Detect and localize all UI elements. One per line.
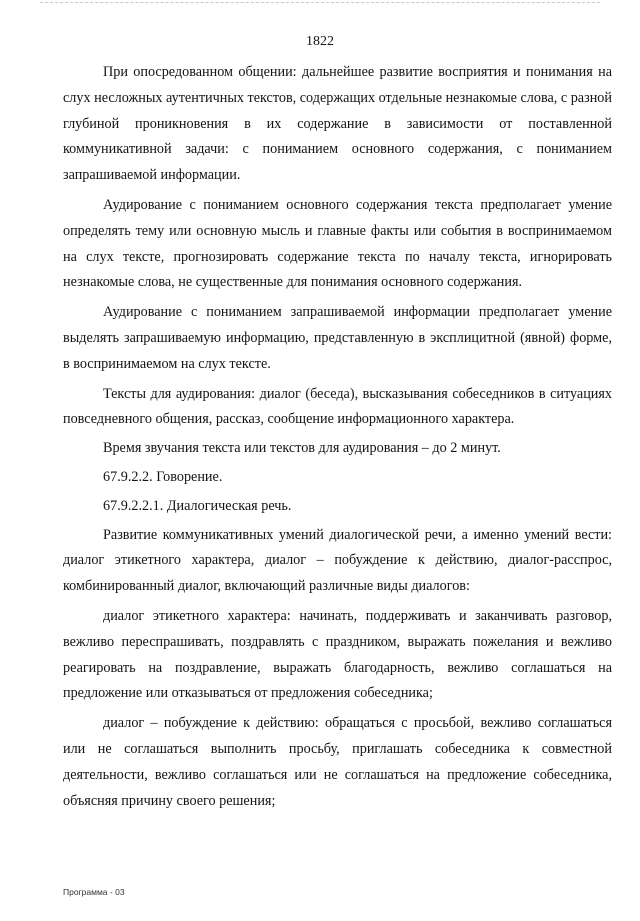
paragraph-prompting-dialogue: диалог – побуждение к действию: обращаться с просьбой, вежливо соглашаться или не соглашаться выполнить просьбу, приглашать собеседника к совместной деятельности, вежливо соглашаться или не соглашаться на предложение собеседника, объясняя причину своего решения; — [63, 715, 612, 809]
page-top-edge — [40, 2, 600, 3]
paragraph-etiquette-dialogue: диалог этикетного характера: начинать, поддерживать и заканчивать разговор, вежливо переспрашивать, поздравлять с праздником, выражать пожелания и вежливо реагировать на поздравление, выражать благодарность, вежливо соглашаться на предложение или отказываться от предложения собеседника; — [63, 607, 612, 702]
paragraph-dialogue-skills: Развитие коммуникативных умений диалогической речи, а именно умений вести: диалог этикетного характера, диалог – побуждение к действию, диалог-расспрос, комбинированный диалог, включающий различные виды диалогов: — [63, 526, 612, 595]
paragraph-main-content-listening: Аудирование с пониманием основного содержания текста предполагает умение определять тему или основную мысль и главные факты или события в воспринимаемом на слух тексте, прогнозировать содержание текста по началу текста, игнорировать незнакомые слова, не существенные для понимания основного содержания. — [63, 196, 612, 291]
paragraph-requested-info-listening: Аудирование с пониманием запрашиваемой информации предполагает умение выделять запрашиваемую информацию, представленную в эксплицитной (явной) форме, в воспринимаемом на слух тексте. — [63, 304, 612, 372]
page-number: 1822 — [306, 34, 334, 49]
paragraph-listening-duration: Время звучания текста или текстов для аудирования – до 2 минут. — [103, 440, 501, 457]
section-heading-dialogue: 67.9.2.2.1. Диалогическая речь. — [103, 497, 292, 514]
paragraph-listening-texts: Тексты для аудирования: диалог (беседа), высказывания собеседников в ситуациях повседневного общения, рассказ, сообщение информационного характера. — [63, 385, 612, 428]
paragraph-indirect-communication: При опосредованном общении: дальнейшее развитие восприятия и понимания на слух несложных аутентичных текстов, содержащих отдельные незнакомые слова, с разной глубиной проникновения в их содержание в зависимости от поставленной коммуникативной задачи: с пониманием основного содержания, с пониманием запрашиваемой информации. — [63, 64, 612, 184]
document-body — [63, 60, 612, 814]
footer-label: Программа - 03 — [63, 887, 125, 897]
section-heading-speaking: 67.9.2.2. Говорение. — [103, 468, 223, 485]
